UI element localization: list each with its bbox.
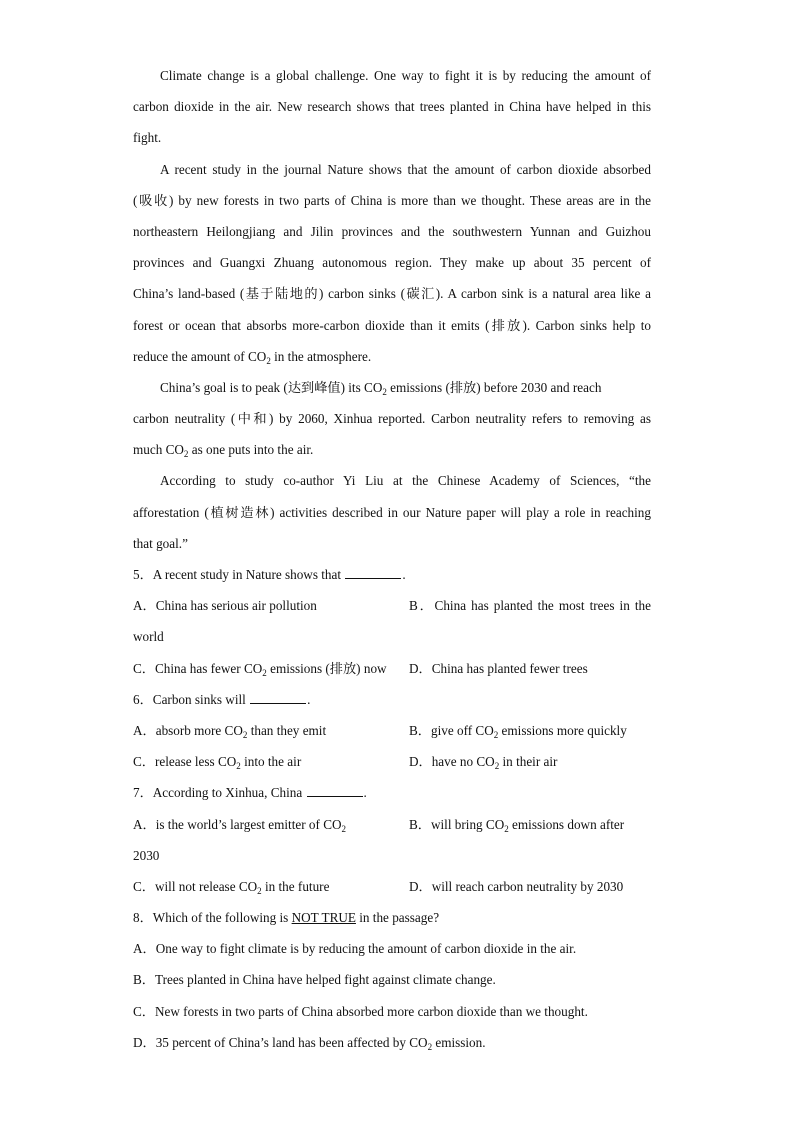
passage-line: (吸收) by new forests in two parts of China is more than we thought. These areas are in the xyxy=(133,192,651,208)
underlined-text: NOT TRUE xyxy=(291,910,356,926)
option-a[interactable]: A．China has serious air pollution xyxy=(133,598,317,614)
answer-blank[interactable] xyxy=(250,692,306,704)
passage-line: forest or ocean that absorbs more-carbon dioxide than it emits (排放). Carbon sinks help to xyxy=(133,317,651,333)
passage-line: China’s land-based (基于陆地的) carbon sinks (碳汇). A carbon sink is a natural area like a xyxy=(133,286,651,302)
option-a[interactable]: A．absorb more $CO_2$ than they emit xyxy=(133,722,327,740)
answer-blank[interactable] xyxy=(307,785,363,797)
question-6-options-row xyxy=(133,715,651,746)
option-c[interactable]: C．China has fewer $CO_2$ emissions (排放) now xyxy=(133,660,387,678)
option-c[interactable]: C．release less $CO_2$ into the air xyxy=(133,754,302,772)
option-b[interactable]: B．give off $CO_2$ emissions more quickly xyxy=(409,722,627,740)
question-8-stem: 8．Which of the following is NOT TRUE in the passage? xyxy=(133,910,440,926)
option-d[interactable]: D．China has planted fewer trees xyxy=(409,660,588,676)
question-5-options-row xyxy=(133,590,651,621)
question-5-options-row xyxy=(133,653,651,684)
question-7-options-row xyxy=(133,809,651,840)
passage-line: China’s goal is to peak (达到峰值) its $CO_2$ emissions (排放) before 2030 and reach xyxy=(160,379,602,397)
passage-line: According to study co-author Yi Liu at the Chinese Academy of Sciences, “the xyxy=(160,473,651,489)
option-b[interactable]: B．will bring $CO_2$ emissions down after xyxy=(409,816,625,834)
option-a[interactable]: A．is the world’s largest emitter of $CO_2$ xyxy=(133,816,347,834)
passage-line: fight. xyxy=(133,130,162,146)
option-c[interactable]: C．will not release $CO_2$ in the future xyxy=(133,878,330,896)
option-d[interactable]: D．will reach carbon neutrality by 2030 xyxy=(409,878,624,894)
option-a[interactable]: A．One way to fight climate is by reducing the amount of carbon dioxide in the air. xyxy=(133,941,577,957)
passage-line: much $CO_2$ as one puts into the air. xyxy=(133,442,314,460)
option-d[interactable]: D．have no $CO_2$ in their air xyxy=(409,754,558,772)
question-6-options-row xyxy=(133,746,651,777)
question-6-stem: 6．Carbon sinks will . xyxy=(133,691,311,707)
passage-line: reduce the amount of $CO_2$ in the atmosphere. xyxy=(133,348,372,366)
option-c[interactable]: C．New forests in two parts of China absorbed more carbon dioxide than we thought. xyxy=(133,1003,588,1019)
worksheet-page xyxy=(133,60,651,1058)
passage-line: provinces and Guangxi Zhuang autonomous region. They make up about 35 percent of xyxy=(133,255,651,271)
question-7-options-row xyxy=(133,871,651,902)
answer-blank[interactable] xyxy=(345,567,401,579)
option-b[interactable]: B．Trees planted in China have helped fight against climate change. xyxy=(133,972,496,988)
option-b[interactable]: B．China has planted the most trees in the xyxy=(409,598,651,614)
option-b-continued: 2030 xyxy=(133,847,160,863)
option-d[interactable]: D．35 percent of China’s land has been affected by $CO_2$ emission. xyxy=(133,1034,486,1052)
passage-line: afforestation (植树造林) activities described in our Nature paper will play a role in reaching xyxy=(133,504,651,520)
question-5-stem: 5．A recent study in Nature shows that . xyxy=(133,567,406,582)
passage-line: carbon dioxide in the air. New research shows that trees planted in China have helped in this xyxy=(133,99,651,115)
passage-line: Climate change is a global challenge. One way to fight it is by reducing the amount of xyxy=(160,68,651,83)
option-b-continued: world xyxy=(133,629,164,645)
passage-line: A recent study in the journal Nature shows that the amount of carbon dioxide absorbed xyxy=(160,161,651,177)
passage-line: that goal.” xyxy=(133,535,188,551)
question-7-stem: 7．According to Xinhua, China . xyxy=(133,785,367,801)
passage-line: carbon neutrality (中和) by 2060, Xinhua reported. Carbon neutrality refers to removing as xyxy=(133,411,651,427)
passage-line: northeastern Heilongjiang and Jilin provinces and the southwestern Yunnan and Guizhou xyxy=(133,223,651,239)
